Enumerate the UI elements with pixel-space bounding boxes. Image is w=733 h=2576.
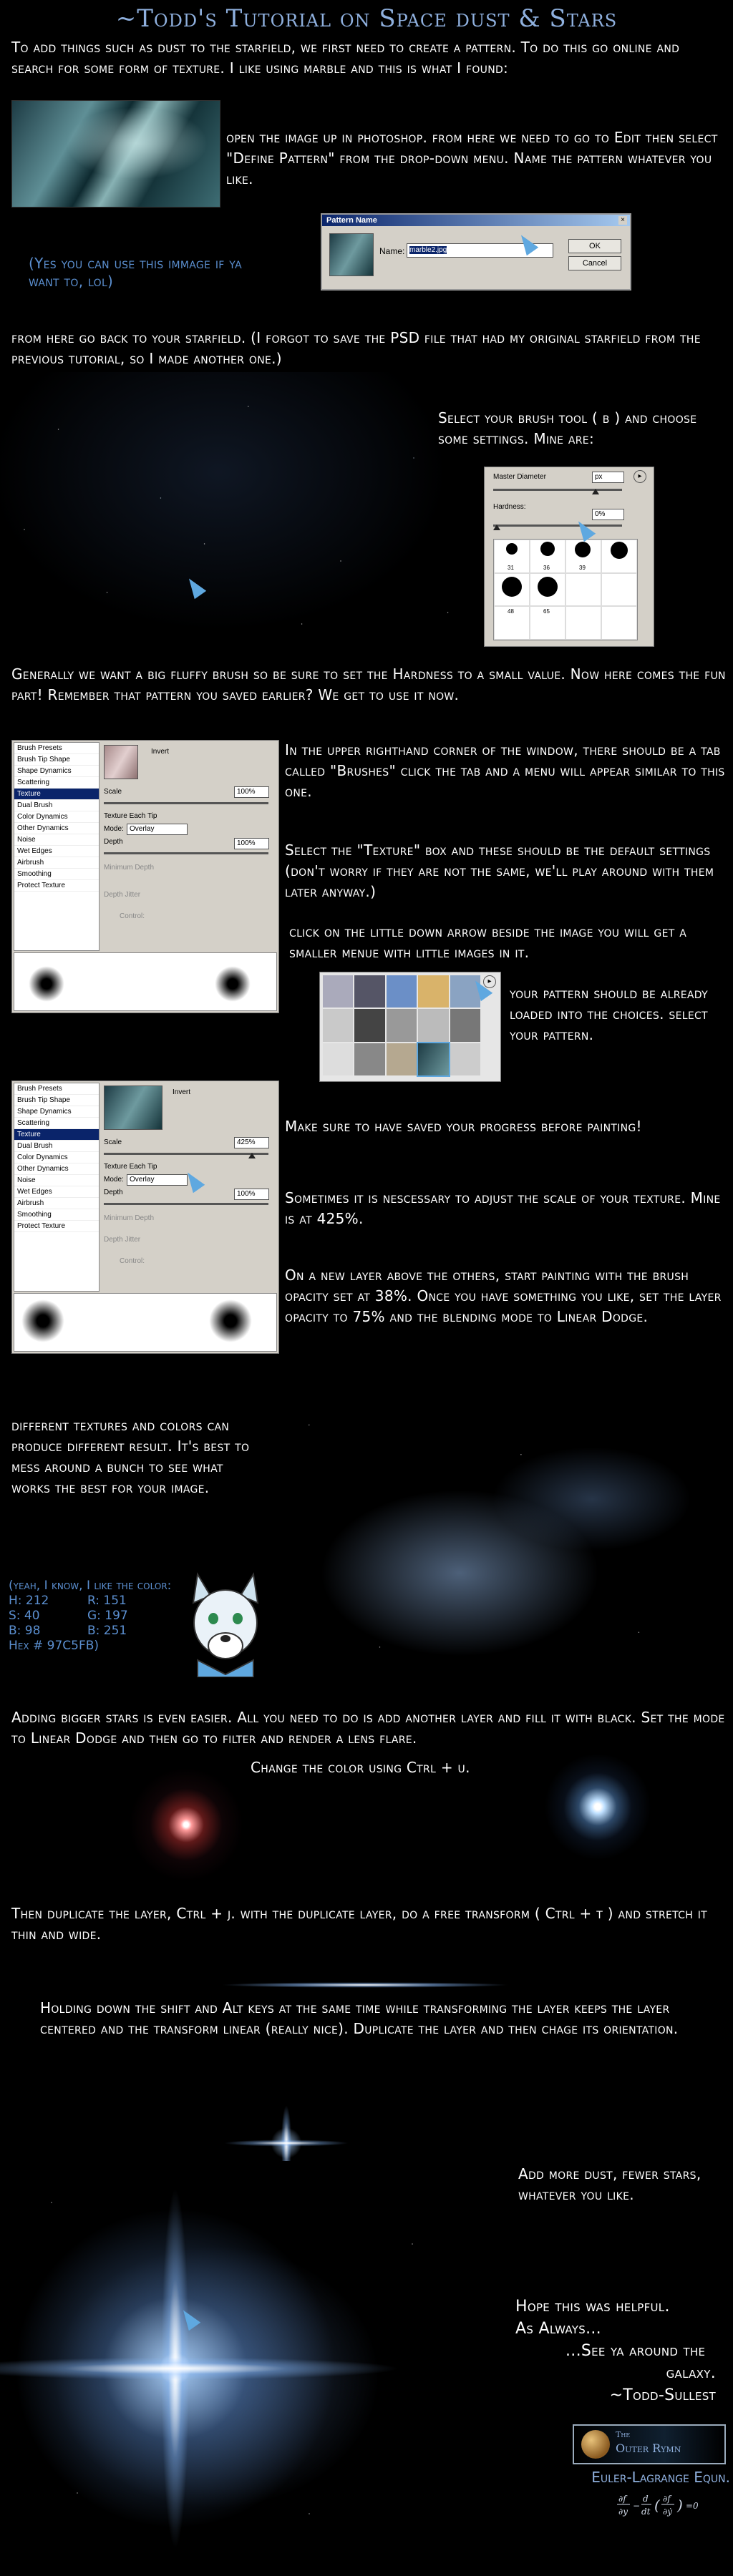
scale-slider[interactable] — [104, 802, 268, 804]
hardness-input[interactable]: 0% — [592, 509, 624, 520]
green-value: G: 197 — [87, 1609, 128, 1623]
list-item[interactable]: Smoothing — [14, 869, 99, 880]
scale-label: Scale — [104, 788, 122, 796]
scale-slider-knob[interactable] — [248, 1153, 256, 1158]
blue-value: B: 251 — [87, 1624, 127, 1638]
closing-line: ...See ya around the — [565, 2342, 706, 2360]
closing-line: galaxy. — [666, 2364, 716, 2382]
list-item[interactable]: Wet Edges — [14, 846, 99, 857]
pattern-name-input[interactable]: marble2.jpg — [407, 243, 553, 258]
color-note — [9, 1579, 180, 1654]
brush-stroke-preview — [14, 1293, 277, 1352]
image-use-note: (Yes you can use this immage if ya want to, lol) — [29, 255, 242, 290]
list-item[interactable]: Wet Edges — [14, 1186, 99, 1198]
svg-text:d: d — [643, 2494, 649, 2504]
save-progress-text: Make sure to have saved your progress before painting! — [285, 1118, 642, 1135]
pattern-swatch[interactable] — [354, 1043, 384, 1075]
list-item[interactable]: Brush Tip Shape — [14, 1095, 99, 1106]
texture-each-tip-label[interactable]: Texture Each Tip — [104, 1163, 157, 1171]
pattern-swatch[interactable] — [323, 1043, 353, 1075]
texture-swatch[interactable] — [104, 1085, 162, 1130]
texture-box-text: Select the "Texture" box and these should be the default settings (don't worry if they are not the same, we'll play around with them later anyway.) — [285, 841, 714, 900]
closing-line: Hope this was helpful. — [515, 2298, 670, 2316]
list-item[interactable]: Other Dynamics — [14, 1163, 99, 1175]
list-item[interactable]: Dual Brush — [14, 1141, 99, 1152]
brushes-texture-panel — [11, 740, 279, 1013]
depth-jitter-label: Depth Jitter — [104, 1236, 141, 1244]
change-color-text: Change the color using Ctrl + u. — [251, 1759, 470, 1776]
list-item[interactable]: Noise — [14, 834, 99, 846]
brush-tip[interactable] — [601, 540, 637, 573]
list-item[interactable]: Airbrush — [14, 1198, 99, 1209]
pattern-loaded-text: your pattern should be already loaded into the choices. select your pattern. — [510, 985, 708, 1043]
master-diameter-label: Master Diameter — [493, 473, 546, 481]
space-dust-image — [262, 1395, 733, 1692]
list-item[interactable]: Smoothing — [14, 1209, 99, 1221]
more-dust-text: Add more dust, fewer stars, whatever you like. — [518, 2165, 702, 2203]
svg-text:dt: dt — [641, 2507, 651, 2517]
scale-input[interactable]: 425% — [234, 1137, 269, 1148]
depth-input[interactable]: 100% — [234, 1189, 269, 1200]
dialog-close-icon[interactable]: × — [618, 216, 627, 225]
list-item-texture[interactable]: Texture — [14, 789, 99, 800]
pattern-name-dialog — [321, 213, 631, 291]
down-arrow-text: click on the little down arrow beside the image you will get a smaller menue with little images in it. — [289, 923, 687, 961]
fluffy-brush-text: Generally we want a big fluffy brush so be sure to set the Hardness to a small value. Now here comes the fun part! Remember that pattern you saved earlier? We get to use it now. — [11, 665, 726, 703]
banner-the: The — [616, 2430, 631, 2439]
mode-select[interactable]: Overlay — [127, 1174, 188, 1186]
depth-label: Depth — [104, 1189, 123, 1196]
min-depth-label: Minimum Depth — [104, 864, 155, 872]
list-item[interactable]: Scattering — [14, 777, 99, 789]
scale-label: Scale — [104, 1138, 122, 1146]
list-item[interactable]: Airbrush — [14, 857, 99, 869]
banner-name: Outer Rymn — [616, 2441, 681, 2455]
diameter-slider[interactable] — [493, 489, 622, 491]
signature: ~Todd-Sullest — [609, 2386, 716, 2404]
list-item[interactable]: Protect Texture — [14, 1221, 99, 1232]
brightness-value: B: 98 — [9, 1624, 41, 1638]
panel-menu-icon[interactable]: ▸ — [634, 470, 646, 483]
define-pattern-text: open the image up in photoshop. from here we need to go to Edit then select "Define Pattern" from the drop-down menu. Name the pattern whatever you like. — [226, 129, 718, 187]
list-item[interactable]: Brush Tip Shape — [14, 754, 99, 766]
blue-star-image — [544, 1753, 651, 1860]
svg-text:∂y: ∂y — [618, 2507, 628, 2517]
list-item[interactable]: Dual Brush — [14, 800, 99, 811]
pattern-thumbnail — [329, 233, 374, 276]
list-item[interactable]: Shape Dynamics — [14, 766, 99, 777]
closing-line: As Always... — [515, 2320, 601, 2338]
hardness-slider-knob[interactable] — [493, 525, 500, 530]
pattern-swatch[interactable] — [354, 1009, 384, 1041]
list-item[interactable]: Shape Dynamics — [14, 1106, 99, 1118]
svg-text:=0: =0 — [686, 2501, 699, 2511]
euler-lagrange-equation — [616, 2490, 730, 2522]
pattern-swatch[interactable] — [387, 1009, 417, 1041]
brush-tip[interactable]: 39 — [565, 540, 601, 573]
svg-text:): ) — [677, 2497, 683, 2514]
marble-texture-image — [11, 100, 220, 208]
planet-icon — [581, 2430, 610, 2459]
pattern-swatch[interactable] — [418, 975, 448, 1008]
brush-grid — [493, 539, 638, 640]
list-item[interactable]: Brush Presets — [14, 1083, 99, 1095]
brush-preset-panel — [484, 467, 654, 647]
pattern-swatch-marble[interactable] — [418, 1043, 448, 1075]
svg-text:∂f: ∂f — [663, 2494, 671, 2504]
stretched-flare-image — [186, 1971, 544, 1999]
control-label: Control: — [120, 912, 145, 920]
invert-label[interactable]: Invert — [151, 748, 170, 756]
textures-colors-text: different textures and colors can produce different result. It's best to mess around a bunch to see what works the best for your image. — [11, 1417, 250, 1496]
pattern-swatch[interactable] — [354, 975, 384, 1008]
brush-tip[interactable] — [565, 606, 601, 640]
brush-stroke-preview — [14, 952, 277, 1011]
pattern-swatch[interactable] — [450, 1009, 480, 1041]
mode-label: Mode: — [104, 1176, 124, 1184]
pattern-swatch[interactable] — [418, 1009, 448, 1041]
hardness-label: Hardness: — [493, 503, 526, 511]
pattern-swatch[interactable] — [387, 975, 417, 1008]
brush-tip[interactable]: 48 — [494, 606, 530, 640]
color-note-intro: (yeah, I know, I like the color: — [9, 1579, 172, 1593]
svg-text:∂ẏ: ∂ẏ — [663, 2507, 672, 2517]
adjust-scale-text: Sometimes it is nescessary to adjust the scale of your texture. Mine is at 425%. — [285, 1189, 721, 1227]
pattern-swatch[interactable] — [323, 1009, 353, 1041]
hardness-slider[interactable] — [493, 525, 622, 527]
depth-input[interactable]: 100% — [234, 838, 269, 849]
hue-value: H: 212 — [9, 1594, 49, 1608]
svg-text:−: − — [633, 2501, 641, 2511]
diameter-slider-knob[interactable] — [592, 489, 599, 494]
shift-alt-text: Holding down the shift and Alt keys at the same time while transforming the layer keeps the layer centered and the transform linear (really nice). Duplicate the layer and then chage its orientation. — [40, 1999, 679, 2037]
list-item[interactable]: Color Dynamics — [14, 811, 99, 823]
brush-tip[interactable]: 31 — [494, 540, 530, 573]
list-item[interactable]: Brush Presets — [14, 743, 99, 754]
brush-tip[interactable]: 36 — [530, 540, 565, 573]
brush-tip[interactable] — [601, 606, 637, 640]
scale-input[interactable]: 100% — [234, 786, 269, 798]
brush-options-list — [14, 742, 99, 951]
list-item[interactable]: Other Dynamics — [14, 823, 99, 834]
scale-slider[interactable] — [104, 1153, 268, 1155]
invert-label[interactable]: Invert — [173, 1088, 191, 1096]
bigger-stars-text: Adding bigger stars is even easier. All you need to do is add another layer and fill it with black. Set the mode to Linear Dodge and then go to filter and render a lens flare. — [11, 1709, 725, 1747]
brush-options-list — [14, 1083, 99, 1292]
hex-value: Hex # 97C5FB) — [9, 1639, 99, 1653]
mode-label: Mode: — [104, 825, 124, 833]
page-title: ~Todd's Tutorial on Space dust & Stars — [115, 4, 618, 33]
brush-tip[interactable] — [530, 573, 565, 607]
brushes-tab-text: In the upper righthand corner of the window, there should be a tab called "Brushes" click the tab and a menu will appear similar to this one. — [285, 741, 725, 800]
diameter-input[interactable]: px — [592, 472, 624, 483]
wolf-avatar — [183, 1567, 268, 1677]
ok-button[interactable]: OK — [568, 239, 621, 253]
back-to-starfield-text: from here go back to your starfield. (I forgot to save the PSD file that had my original starfield from the previous tutorial, so I made another one.) — [11, 329, 701, 367]
brushes-scale-panel — [11, 1080, 279, 1354]
texture-each-tip-label[interactable]: Texture Each Tip — [104, 812, 157, 820]
pattern-swatch[interactable] — [323, 975, 353, 1008]
saturation-value: S: 40 — [9, 1609, 40, 1623]
new-layer-text: On a new layer above the others, start painting with the brush opacity set at 38%. Once you have something you like, set the layer opacity to 75% and the blending mode to Linear Dodge. — [285, 1267, 722, 1325]
final-galaxy-image — [0, 2161, 515, 2576]
depth-jitter-label: Depth Jitter — [104, 891, 141, 899]
svg-text:∂f: ∂f — [618, 2494, 626, 2504]
mode-select[interactable]: Overlay — [127, 824, 188, 835]
picker-menu-icon[interactable]: ▸ — [483, 975, 496, 988]
svg-text:(: ( — [654, 2497, 660, 2514]
depth-slider[interactable] — [104, 1203, 268, 1205]
list-item-texture[interactable]: Texture — [14, 1129, 99, 1141]
control-label: Control: — [120, 1257, 145, 1265]
pattern-swatch[interactable] — [450, 1043, 480, 1075]
euler-lagrange-label: Euler-Lagrange Equn. — [591, 2469, 730, 2486]
brush-tool-text: Select your brush tool ( b ) and choose some settings. Mine are: — [438, 409, 697, 447]
list-item[interactable]: Protect Texture — [14, 880, 99, 892]
list-item[interactable]: Color Dynamics — [14, 1152, 99, 1163]
dialog-title-bar: Pattern Name — [322, 215, 630, 226]
lens-flare-image — [129, 1767, 243, 1882]
starfield-image — [0, 372, 487, 658]
name-label: Name: — [379, 246, 405, 256]
list-item[interactable]: Scattering — [14, 1118, 99, 1129]
list-item[interactable]: Noise — [14, 1175, 99, 1186]
intro-text: To add things such as dust to the starfield, we first need to create a pattern. To do this go online and search for some form of texture. I like using marble and this is what I found: — [11, 39, 680, 77]
closing-block — [515, 2296, 723, 2406]
min-depth-label: Minimum Depth — [104, 1214, 155, 1222]
brush-tip[interactable] — [601, 573, 637, 607]
duplicate-layer-text: Then duplicate the layer, Ctrl + j. with the duplicate layer, do a free transform ( Ctrl + t ) and stretch it thin and wide. — [11, 1905, 708, 1943]
depth-slider[interactable] — [104, 852, 268, 854]
cancel-button[interactable]: Cancel — [568, 256, 621, 270]
brush-tip[interactable] — [565, 573, 601, 607]
texture-swatch[interactable] — [104, 745, 138, 779]
brush-tip[interactable]: 65 — [530, 606, 565, 640]
pattern-swatch[interactable] — [387, 1043, 417, 1075]
depth-label: Depth — [104, 838, 123, 846]
brush-tip[interactable] — [494, 573, 530, 607]
red-value: R: 151 — [87, 1594, 127, 1608]
outer-rymn-banner — [573, 2424, 726, 2464]
